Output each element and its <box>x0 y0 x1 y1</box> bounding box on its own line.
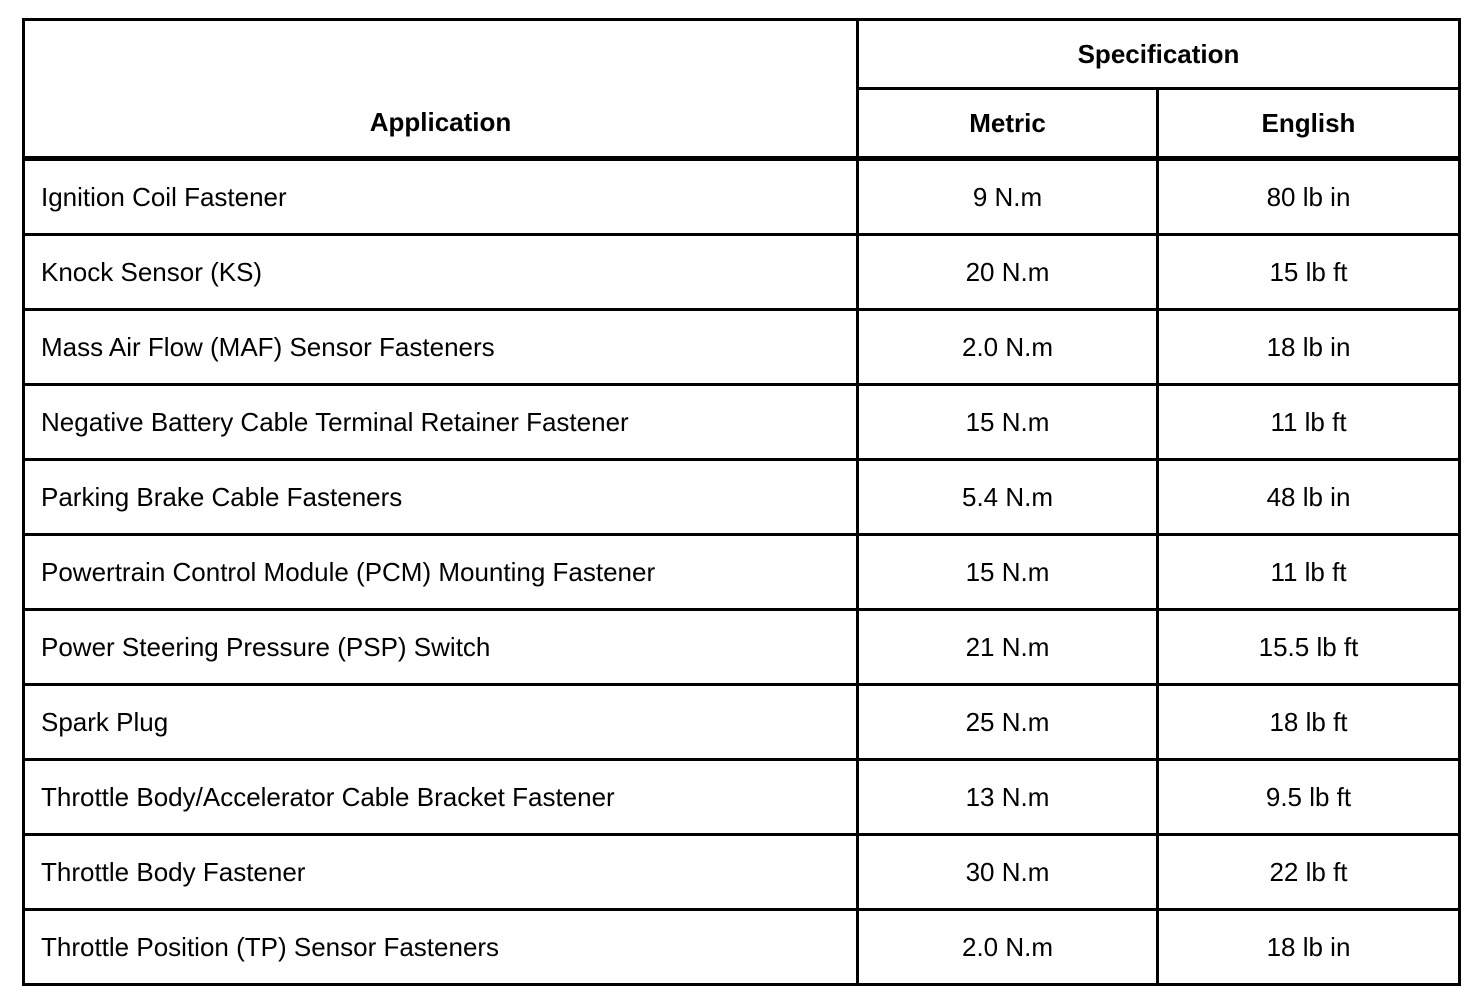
table-row <box>24 235 1460 310</box>
metric-cell: 2.0 N.m <box>858 910 1158 985</box>
application-cell: Spark Plug <box>24 685 858 760</box>
specification-column-header: Specification <box>858 20 1460 89</box>
table-row <box>24 835 1460 910</box>
table-row <box>24 460 1460 535</box>
table-body <box>24 159 1460 985</box>
metric-cell: 9 N.m <box>858 159 1158 235</box>
english-cell: 18 lb in <box>1158 910 1460 985</box>
metric-column-header: Metric <box>858 89 1158 159</box>
table-row <box>24 685 1460 760</box>
application-cell: Powertrain Control Module (PCM) Mounting Fastener <box>24 535 858 610</box>
table-row <box>24 159 1460 235</box>
application-cell: Mass Air Flow (MAF) Sensor Fasteners <box>24 310 858 385</box>
english-cell: 11 lb ft <box>1158 385 1460 460</box>
metric-cell: 5.4 N.m <box>858 460 1158 535</box>
english-cell: 48 lb in <box>1158 460 1460 535</box>
application-cell: Ignition Coil Fastener <box>24 159 858 235</box>
application-cell: Negative Battery Cable Terminal Retainer Fastener <box>24 385 858 460</box>
fastener-spec-table <box>22 18 1461 986</box>
metric-cell: 13 N.m <box>858 760 1158 835</box>
english-cell: 15.5 lb ft <box>1158 610 1460 685</box>
english-column-header: English <box>1158 89 1460 159</box>
application-cell: Throttle Position (TP) Sensor Fasteners <box>24 910 858 985</box>
english-cell: 15 lb ft <box>1158 235 1460 310</box>
application-column-header: Application <box>24 20 858 159</box>
english-cell: 80 lb in <box>1158 159 1460 235</box>
metric-cell: 15 N.m <box>858 385 1158 460</box>
metric-cell: 25 N.m <box>858 685 1158 760</box>
metric-cell: 20 N.m <box>858 235 1158 310</box>
application-cell: Throttle Body Fastener <box>24 835 858 910</box>
metric-cell: 15 N.m <box>858 535 1158 610</box>
metric-cell: 21 N.m <box>858 610 1158 685</box>
table-header <box>24 20 1460 159</box>
english-cell: 11 lb ft <box>1158 535 1460 610</box>
table-row <box>24 760 1460 835</box>
english-cell: 18 lb ft <box>1158 685 1460 760</box>
application-cell: Knock Sensor (KS) <box>24 235 858 310</box>
metric-cell: 30 N.m <box>858 835 1158 910</box>
application-cell: Parking Brake Cable Fasteners <box>24 460 858 535</box>
application-cell: Power Steering Pressure (PSP) Switch <box>24 610 858 685</box>
table-row <box>24 910 1460 985</box>
english-cell: 22 lb ft <box>1158 835 1460 910</box>
table-row <box>24 610 1460 685</box>
table-row <box>24 535 1460 610</box>
table-row <box>24 310 1460 385</box>
metric-cell: 2.0 N.m <box>858 310 1158 385</box>
table-row <box>24 385 1460 460</box>
english-cell: 18 lb in <box>1158 310 1460 385</box>
application-cell: Throttle Body/Accelerator Cable Bracket Fastener <box>24 760 858 835</box>
header-row-specification <box>24 20 1460 89</box>
english-cell: 9.5 lb ft <box>1158 760 1460 835</box>
